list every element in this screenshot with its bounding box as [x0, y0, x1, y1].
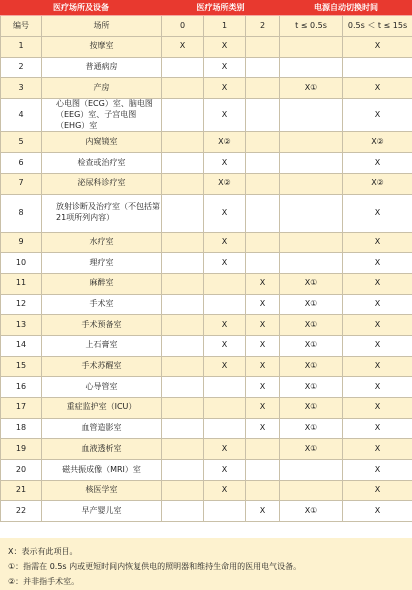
- row-category-0: [162, 356, 204, 377]
- row-time-long: X: [343, 335, 412, 356]
- row-time-long: X: [343, 232, 412, 253]
- footnote-1: ①：指需在 0.5s 内或更短时间内恢复供电的照明器和维持生命用的医用电气设备。: [8, 562, 302, 571]
- row-time-long: X: [343, 315, 412, 336]
- table-row: [1, 37, 412, 58]
- row-category-0: [162, 232, 204, 253]
- footnotes: [0, 538, 412, 590]
- row-number: 13: [1, 315, 42, 336]
- row-time-long: X: [343, 194, 412, 232]
- header-category-2: 2: [246, 16, 280, 37]
- table-row: [1, 377, 412, 398]
- row-number: 17: [1, 398, 42, 419]
- row-time-long: X: [343, 460, 412, 481]
- row-category-2: [246, 37, 280, 58]
- row-time-short: X①: [280, 335, 343, 356]
- table-row: [1, 418, 412, 439]
- table-row: [1, 398, 412, 419]
- row-place: 血液透析室: [42, 439, 162, 460]
- row-place: 水疗室: [42, 232, 162, 253]
- table-row: [1, 439, 412, 460]
- row-category-0: [162, 439, 204, 460]
- row-time-short: [280, 460, 343, 481]
- row-place: 重症监护室（ICU）: [42, 398, 162, 419]
- row-category-2: [246, 57, 280, 78]
- row-number: 22: [1, 501, 42, 522]
- row-time-long: X: [343, 418, 412, 439]
- header-category-1: 1: [204, 16, 246, 37]
- row-time-short: [280, 173, 343, 194]
- table-row: [1, 232, 412, 253]
- row-number: 11: [1, 273, 42, 294]
- header-group-switch-time: 电源自动切换时间: [280, 1, 412, 16]
- row-number: 5: [1, 132, 42, 153]
- row-place: 磁共振成像（MRI）室: [42, 460, 162, 481]
- row-place: 放射诊断及治疗室（不包括第21项所列内容）: [42, 194, 162, 232]
- table-row: [1, 315, 412, 336]
- row-number: 12: [1, 294, 42, 315]
- row-category-0: X: [162, 37, 204, 58]
- header-place: 场所: [42, 16, 162, 37]
- header-group-places: 医疗场所及设备: [1, 1, 162, 16]
- row-category-1: X: [204, 439, 246, 460]
- row-number: 7: [1, 173, 42, 194]
- row-category-0: [162, 132, 204, 153]
- row-category-2: [246, 460, 280, 481]
- row-category-0: [162, 501, 204, 522]
- row-category-1: X: [204, 78, 246, 99]
- row-category-2: [246, 480, 280, 501]
- row-number: 3: [1, 78, 42, 99]
- row-category-1: X: [204, 315, 246, 336]
- row-number: 9: [1, 232, 42, 253]
- row-category-2: [246, 153, 280, 174]
- row-time-short: [280, 232, 343, 253]
- row-time-short: [280, 132, 343, 153]
- row-category-0: [162, 273, 204, 294]
- table-row: [1, 99, 412, 132]
- row-category-2: X: [246, 501, 280, 522]
- row-category-2: X: [246, 377, 280, 398]
- row-time-short: [280, 253, 343, 274]
- table-row: [1, 78, 412, 99]
- row-category-1: X: [204, 356, 246, 377]
- row-category-0: [162, 194, 204, 232]
- row-category-2: X: [246, 273, 280, 294]
- row-time-short: [280, 37, 343, 58]
- table-row: [1, 273, 412, 294]
- row-category-1: X: [204, 153, 246, 174]
- row-category-1: X: [204, 57, 246, 78]
- row-category-0: [162, 480, 204, 501]
- header-time-short: t ≤ 0.5s: [280, 16, 343, 37]
- row-time-long: X②: [343, 173, 412, 194]
- row-time-short: [280, 57, 343, 78]
- table-row: [1, 335, 412, 356]
- header-row-groups: [1, 1, 412, 16]
- row-time-short: X①: [280, 356, 343, 377]
- row-category-2: [246, 439, 280, 460]
- row-category-2: X: [246, 315, 280, 336]
- header-number: 编号: [1, 16, 42, 37]
- row-number: 20: [1, 460, 42, 481]
- row-time-long: X②: [343, 132, 412, 153]
- row-category-0: [162, 57, 204, 78]
- row-number: 1: [1, 37, 42, 58]
- row-number: 15: [1, 356, 42, 377]
- row-time-short: [280, 99, 343, 132]
- row-number: 16: [1, 377, 42, 398]
- table-row: [1, 57, 412, 78]
- row-place: 心导管室: [42, 377, 162, 398]
- row-category-0: [162, 253, 204, 274]
- row-place: 泌尿科诊疗室: [42, 173, 162, 194]
- row-time-short: X①: [280, 418, 343, 439]
- row-number: 19: [1, 439, 42, 460]
- table-row: [1, 294, 412, 315]
- row-place: 按摩室: [42, 37, 162, 58]
- row-place: 心电图（ECG）室、脑电图（EEG）室、子宫电图（EHG）室: [42, 99, 162, 132]
- row-place: 核医学室: [42, 480, 162, 501]
- row-time-long: X: [343, 78, 412, 99]
- row-number: 21: [1, 480, 42, 501]
- row-time-short: X①: [280, 377, 343, 398]
- row-place: 手术室: [42, 294, 162, 315]
- table-row: [1, 480, 412, 501]
- row-place: 内窥镜室: [42, 132, 162, 153]
- row-category-2: [246, 78, 280, 99]
- row-category-1: X②: [204, 132, 246, 153]
- row-category-1: [204, 294, 246, 315]
- row-category-1: [204, 501, 246, 522]
- row-place: 理疗室: [42, 253, 162, 274]
- row-category-1: X: [204, 232, 246, 253]
- row-category-1: X: [204, 253, 246, 274]
- row-time-long: X: [343, 153, 412, 174]
- row-category-2: X: [246, 398, 280, 419]
- row-time-long: X: [343, 253, 412, 274]
- row-category-1: X: [204, 99, 246, 132]
- table-row: [1, 173, 412, 194]
- row-time-short: X①: [280, 294, 343, 315]
- table-row: [1, 132, 412, 153]
- row-category-1: [204, 418, 246, 439]
- row-time-short: [280, 480, 343, 501]
- row-time-long: X: [343, 377, 412, 398]
- row-category-0: [162, 173, 204, 194]
- table-row: [1, 194, 412, 232]
- row-place: 手术苏醒室: [42, 356, 162, 377]
- row-category-0: [162, 460, 204, 481]
- row-time-long: X: [343, 356, 412, 377]
- row-category-1: X: [204, 460, 246, 481]
- row-category-2: [246, 99, 280, 132]
- row-category-2: X: [246, 418, 280, 439]
- row-time-short: X①: [280, 398, 343, 419]
- row-category-1: [204, 377, 246, 398]
- row-time-long: X: [343, 273, 412, 294]
- row-category-1: X: [204, 480, 246, 501]
- row-time-long: X: [343, 37, 412, 58]
- header-row-columns: [1, 16, 412, 37]
- row-time-short: [280, 194, 343, 232]
- row-category-1: [204, 398, 246, 419]
- row-category-0: [162, 153, 204, 174]
- table-row: [1, 460, 412, 481]
- row-category-0: [162, 377, 204, 398]
- row-time-long: X: [343, 501, 412, 522]
- row-place: 早产婴儿室: [42, 501, 162, 522]
- row-time-long: X: [343, 480, 412, 501]
- footnote-x: X：表示有此项目。: [8, 547, 78, 556]
- table-row: [1, 253, 412, 274]
- row-number: 4: [1, 99, 42, 132]
- row-time-short: X①: [280, 273, 343, 294]
- row-place: 手术预备室: [42, 315, 162, 336]
- row-number: 18: [1, 418, 42, 439]
- row-time-long: X: [343, 398, 412, 419]
- row-time-short: X①: [280, 501, 343, 522]
- row-category-0: [162, 315, 204, 336]
- table-row: [1, 501, 412, 522]
- row-place: 普通病房: [42, 57, 162, 78]
- row-place: 检查或治疗室: [42, 153, 162, 174]
- row-time-long: X: [343, 294, 412, 315]
- row-place: 产房: [42, 78, 162, 99]
- row-number: 8: [1, 194, 42, 232]
- footnote-2: ②：并非指手术室。: [8, 577, 80, 586]
- row-category-1: X: [204, 194, 246, 232]
- row-category-0: [162, 398, 204, 419]
- header-group-categories: 医疗场所类别: [162, 1, 280, 16]
- row-category-0: [162, 294, 204, 315]
- table-body: [1, 37, 412, 522]
- table-row: [1, 153, 412, 174]
- table-row: [1, 356, 412, 377]
- row-category-1: [204, 273, 246, 294]
- row-category-2: [246, 253, 280, 274]
- row-category-1: X②: [204, 173, 246, 194]
- row-number: 2: [1, 57, 42, 78]
- row-time-short: [280, 153, 343, 174]
- row-time-long: X: [343, 99, 412, 132]
- row-category-0: [162, 418, 204, 439]
- header-time-long: 0.5s ＜ t ≤ 15s: [343, 16, 412, 37]
- row-place: 血管造影室: [42, 418, 162, 439]
- row-number: 14: [1, 335, 42, 356]
- row-place: 上石膏室: [42, 335, 162, 356]
- row-time-long: [343, 57, 412, 78]
- row-time-short: X①: [280, 78, 343, 99]
- row-category-2: X: [246, 335, 280, 356]
- row-time-short: X①: [280, 439, 343, 460]
- row-category-1: X: [204, 335, 246, 356]
- row-category-2: X: [246, 356, 280, 377]
- row-time-short: X①: [280, 315, 343, 336]
- row-category-2: [246, 194, 280, 232]
- row-category-2: X: [246, 294, 280, 315]
- row-category-2: [246, 173, 280, 194]
- row-category-0: [162, 78, 204, 99]
- header-category-0: 0: [162, 16, 204, 37]
- row-category-2: [246, 132, 280, 153]
- row-time-long: X: [343, 439, 412, 460]
- row-number: 6: [1, 153, 42, 174]
- row-place: 麻醉室: [42, 273, 162, 294]
- row-category-1: X: [204, 37, 246, 58]
- row-number: 10: [1, 253, 42, 274]
- row-category-0: [162, 99, 204, 132]
- row-category-0: [162, 335, 204, 356]
- row-category-2: [246, 232, 280, 253]
